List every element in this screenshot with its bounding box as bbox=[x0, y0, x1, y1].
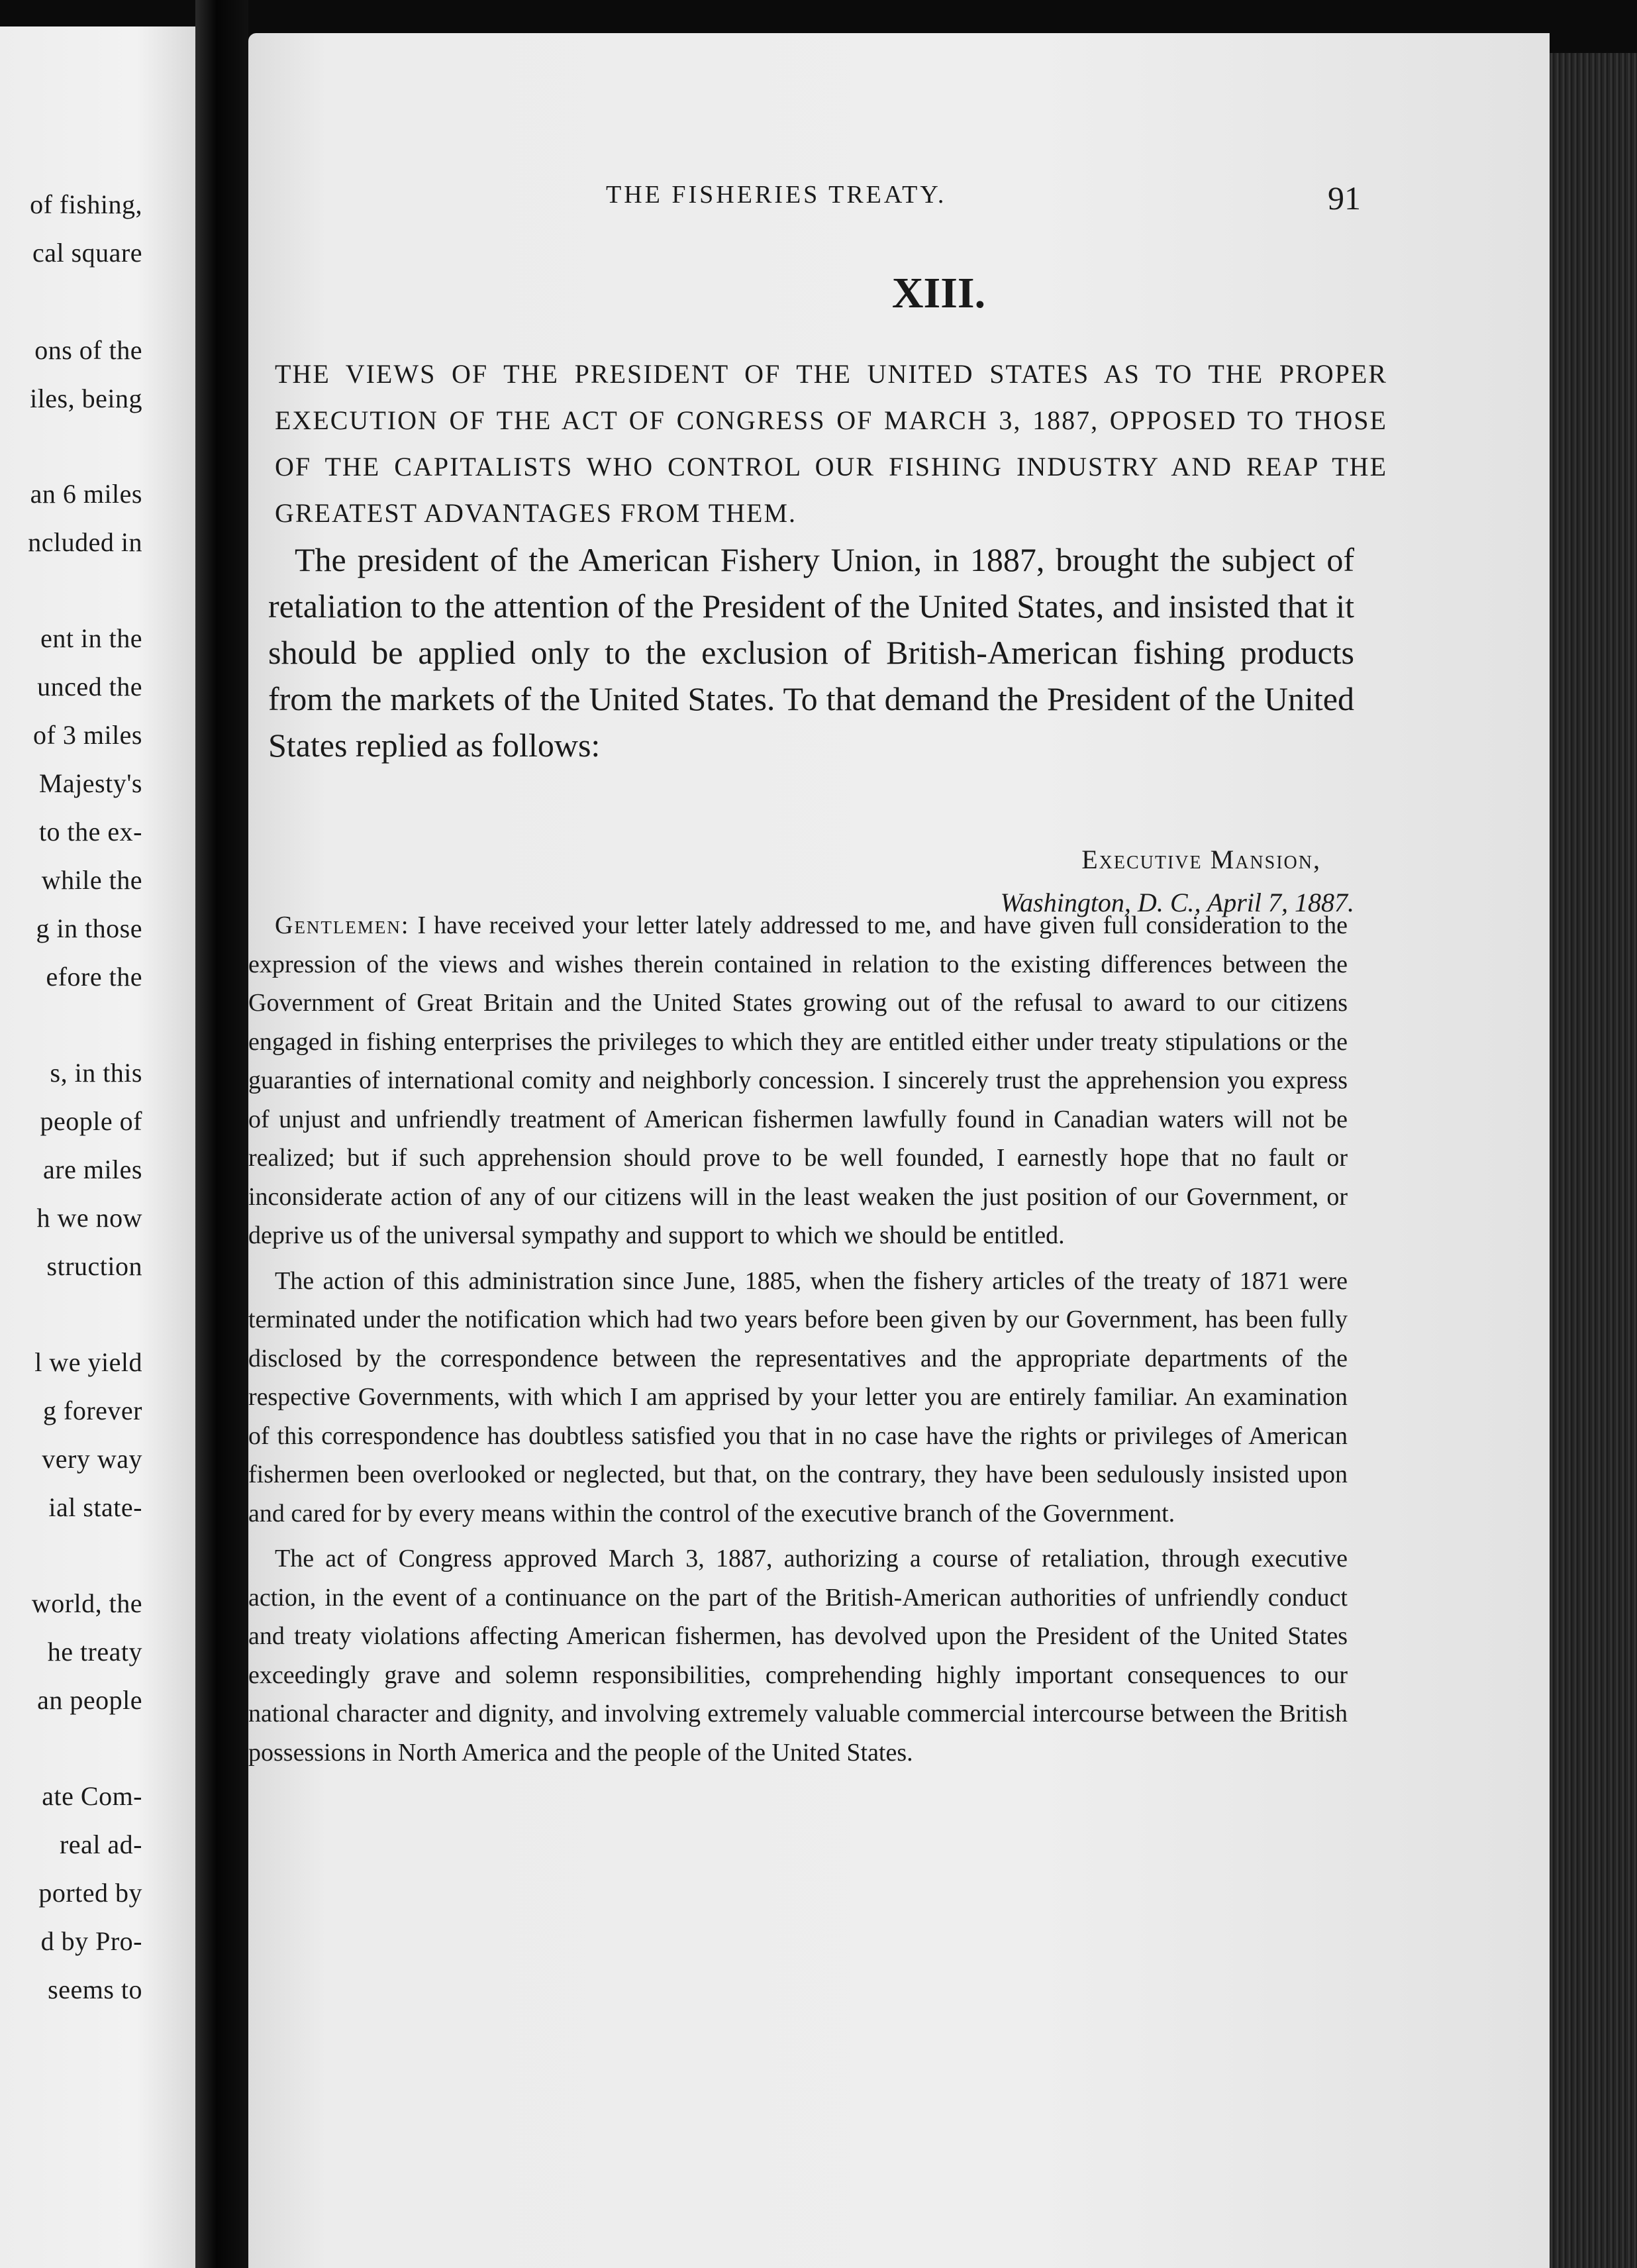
left-page-line: ncluded in bbox=[28, 527, 142, 557]
left-page-line: g forever bbox=[43, 1396, 142, 1425]
letter-paragraph: Gentlemen: I have received your letter lately addressed to me, and have given full consideration to the expression of the views and wishes therein contained in relation to the existing differences between the Government of Great Britain and the United States growing out of the refusal to award to our citizens engaged in fishing enterprises the privileges to which they are entitled either under treaty stipulations or the guaranties of international comity and neighborly concession. I sincerely trust the apprehension you express of unjust and unfriendly treatment of American fishermen lawfully found in Canadian waters will not be realized; but if such apprehension should prove to be well founded, I earnestly hope that no fault or inconsiderate action of any of our citizens will in the least weaken the just position of our Government, or deprive us of the universal sympathy and support to which we should be entitled. bbox=[248, 911, 1348, 1249]
left-page-line: an people bbox=[37, 1685, 142, 1715]
chapter-number: XIII. bbox=[891, 269, 986, 317]
book-gutter bbox=[195, 0, 248, 2268]
page-header bbox=[248, 146, 1550, 217]
left-page-line: h we now bbox=[36, 1203, 142, 1233]
left-page-line: real ad- bbox=[59, 1830, 142, 1859]
running-head: THE FISHERIES TREATY. bbox=[606, 181, 947, 209]
chapter-heading: THE VIEWS OF THE PRESIDENT OF THE UNITED STATES AS TO THE PROPER EXECUTION OF THE ACT OF CONGRESS OF MARCH 3, 1887, OPPOSED TO THOSE OF THE CAPITALISTS WHO CONTROL OUR FISHING INDUSTRY AND REAP THE GREATEST ADVANTAGES FROM THEM. bbox=[275, 359, 1387, 528]
left-page-line: ons of the bbox=[34, 335, 142, 365]
letter-place-date: Washington, D. C., April 7, 1887. bbox=[1000, 888, 1354, 917]
left-page-line: iles, being bbox=[30, 384, 142, 413]
page-edges bbox=[1550, 53, 1637, 2268]
left-page-line: efore the bbox=[46, 962, 142, 992]
left-page-line: ported by bbox=[38, 1878, 142, 1908]
left-page-line: of fishing, bbox=[30, 189, 142, 219]
left-page-line: are miles bbox=[43, 1155, 142, 1184]
left-page-line: ial state- bbox=[48, 1492, 142, 1522]
intro-text: The president of the American Fishery Union, in 1887, brought the subject of retaliation to the attention of the President of the United States, and insisted that it should be applied only to the exclusion of British-American fishing products from the markets of the United States. To that demand the President of the United States replied as follows: bbox=[268, 541, 1354, 764]
left-page-line: world, the bbox=[31, 1588, 142, 1618]
letter-salutation: Gentlemen: bbox=[275, 911, 410, 939]
letter-sender: Executive Mansion, bbox=[1081, 845, 1321, 874]
left-page-line: cal square bbox=[32, 238, 142, 268]
left-page-line: struction bbox=[46, 1251, 142, 1281]
letter-paragraph: The action of this administration since June, 1885, when the fishery articles of the treaty of 1871 were terminated under the notification which had two years before been given by our Government, has been fully disclosed by the correspondence between the representatives and the appropriate departments of the respective Governments, with which I am apprised by your letter you are entirely familiar. An examination of this correspondence has doubtless satisfied you that in no case have the rights or privileges of American fishermen been overlooked or neglected, but that, on the contrary, they have been sedulously insisted upon and cared for by every means within the control of the executive branch of the Government. bbox=[248, 1266, 1348, 1527]
left-page-line: unced the bbox=[37, 672, 142, 701]
left-page-line: d by Pro- bbox=[40, 1926, 142, 1956]
intro-paragraph bbox=[268, 537, 1354, 768]
left-page-line: while the bbox=[41, 865, 142, 895]
left-facing-page bbox=[0, 26, 195, 2268]
letter-body bbox=[248, 906, 1348, 1778]
left-page-line: very way bbox=[42, 1444, 142, 1474]
left-page-line: of 3 miles bbox=[33, 720, 142, 750]
left-page-line: to the ex- bbox=[38, 817, 142, 847]
page-number: 91 bbox=[1328, 180, 1361, 217]
right-page bbox=[248, 33, 1550, 2268]
left-page-line: people of bbox=[40, 1106, 142, 1136]
left-page-line: l we yield bbox=[34, 1347, 142, 1377]
left-page-line: ate Com- bbox=[42, 1781, 142, 1811]
letter-paragraph: The act of Congress approved March 3, 1887, authorizing a course of retaliation, through executive action, in the event of a continuance on the part of the British-American authorities of unfriendly conduct and treaty violations affecting American fishermen, has devolved upon the President of the United States exceedingly grave and solemn responsibilities, comprehending highly important consequences to our national character and dignity, and involving extremely valuable commercial intercourse between the British possessions in North America and the people of the United States. bbox=[248, 1545, 1348, 1767]
left-page-line: an 6 miles bbox=[30, 479, 142, 509]
left-page-line: he treaty bbox=[47, 1637, 142, 1667]
left-page-line: seems to bbox=[48, 1975, 142, 2004]
left-page-line: Majesty's bbox=[38, 768, 142, 798]
left-page-line: ent in the bbox=[40, 623, 142, 653]
left-page-line: g in those bbox=[36, 913, 142, 943]
left-page-line: s, in this bbox=[50, 1058, 142, 1088]
